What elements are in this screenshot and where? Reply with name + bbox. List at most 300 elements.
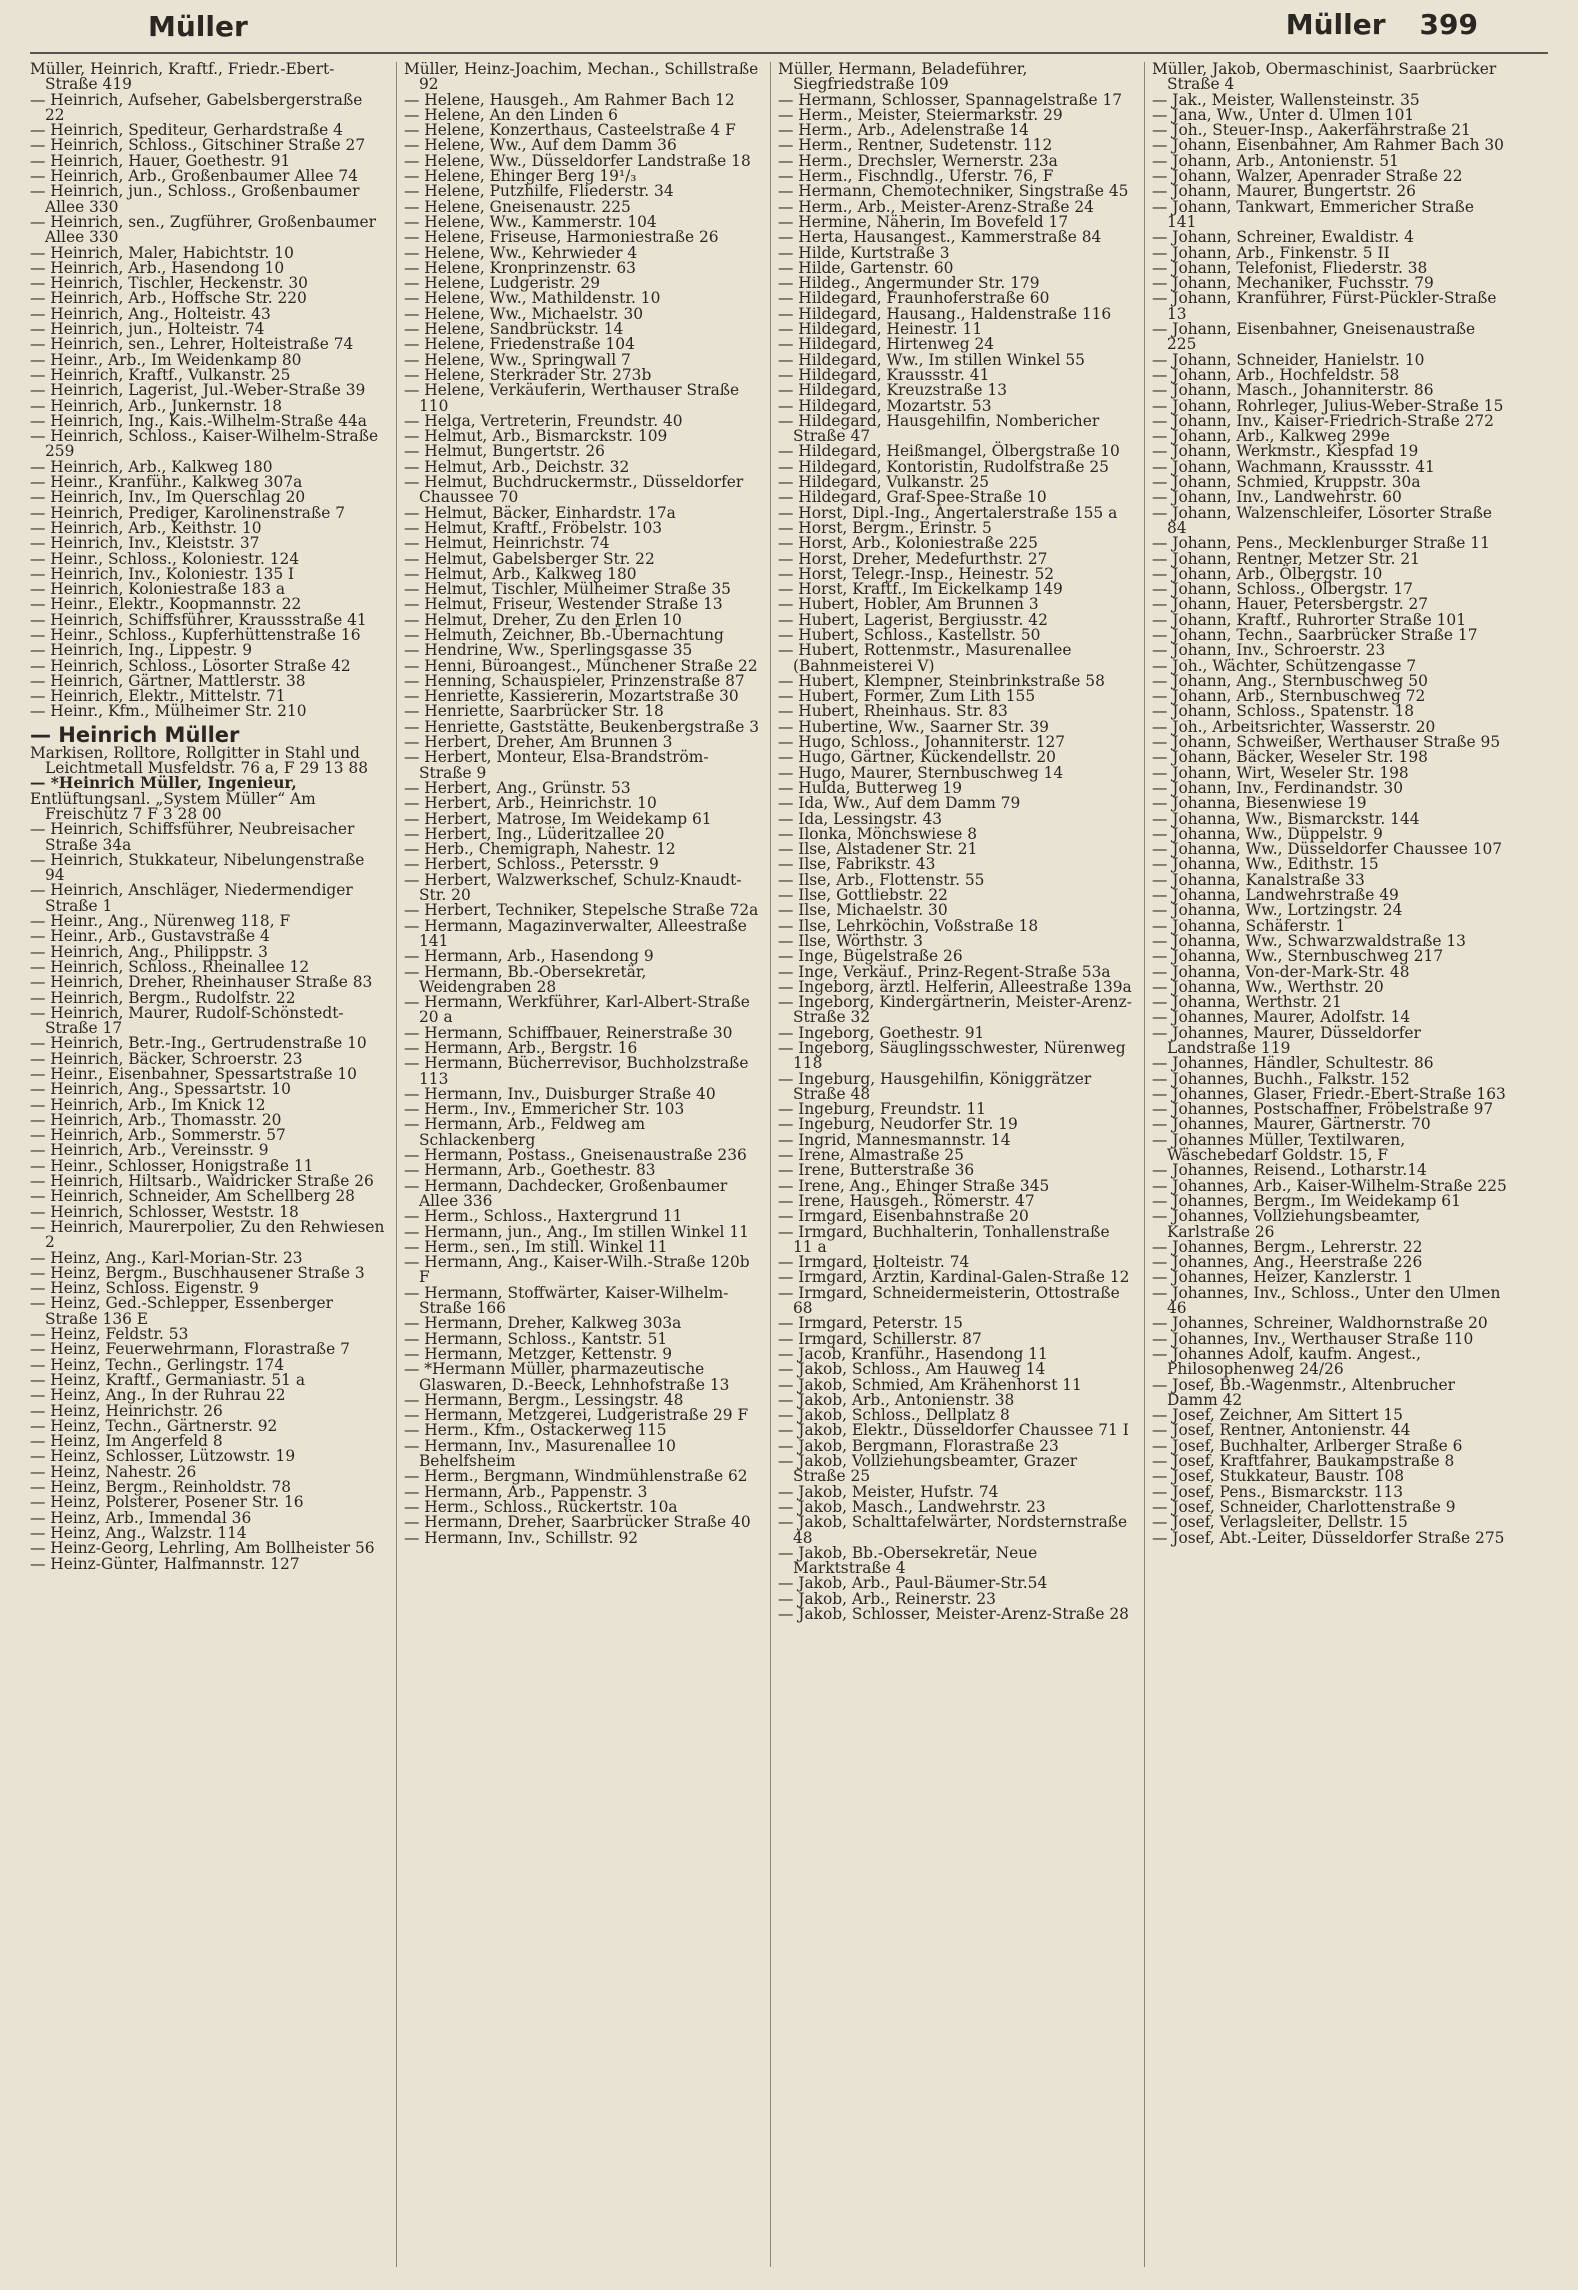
directory-entry: — Johanna, Ww., Schwarzwaldstraße 13 (1152, 931, 1466, 950)
directory-entry: — Johann, Rohrleger, Julius-Weber-Straße 15 (1152, 396, 1504, 415)
directory-entry: — Hulda, Butterweg 19 (778, 778, 963, 797)
directory-entry: — Helene, Friedenstraße 104 (404, 335, 635, 354)
directory-entry: — Herm., Arb., Adelenstraße 14 (778, 121, 1029, 140)
directory-entry: — Heinrich, Arb., Junkernstr. 18 (30, 396, 283, 415)
directory-entry: — Hermann, Schlosser, Spannagelstraße 17 (778, 90, 1123, 109)
directory-entry: — Jakob, Schmied, Am Krähenhorst 11 (778, 1375, 1082, 1394)
directory-entry: — Johanna, Ww., Lortzingstr. 24 (1152, 901, 1403, 920)
directory-entry: — Johanna, Ww., Edithstr. 15 (1152, 855, 1379, 874)
directory-entry: — Heinz, Im Angerfeld 8 (30, 1432, 223, 1451)
directory-entry: — Josef, Buchhalter, Arlberger Straße 6 (1152, 1436, 1463, 1455)
directory-entry: — Hermann, Arb., Feldweg am Schlackenberg (404, 1115, 646, 1149)
directory-entry: Müller, Heinz-Joachim, Mechan., Schillstraße 92 (404, 62, 759, 94)
directory-entry: — Johanna, Ww., Werthstr. 20 (1152, 977, 1384, 996)
directory-entry: Entlüftungsanl. „System Müller“ Am Freischütz 7 F 3 28 00 (30, 789, 316, 823)
directory-entry: — Johann, Techn., Saarbrücker Straße 17 (1152, 625, 1478, 644)
directory-entry: — Ingeburg, Freundstr. 11 (778, 1100, 986, 1119)
directory-entry: — Heinr., Schlosser, Honigstraße 11 (30, 1156, 314, 1175)
directory-entry: — Johann, Eisenbahner, Am Rahmer Bach 30 (1152, 136, 1504, 155)
directory-entry: — Horst, Arb., Koloniestraße 225 (778, 534, 1038, 553)
directory-entry: — Jakob, Schloss., Am Hauweg 14 (778, 1360, 1046, 1379)
directory-entry: — Josef, Rentner, Antonienstr. 44 (1152, 1421, 1411, 1440)
directory-entry: — Helga, Vertreterin, Freundstr. 40 (404, 411, 683, 430)
directory-entry: — Herm., sen., Im still. Winkel 11 (404, 1237, 668, 1256)
directory-entry: — Johannes, Händler, Schultestr. 86 (1152, 1054, 1434, 1073)
directory-entry: — Johanna, Ww., Bismarckstr. 144 (1152, 809, 1420, 828)
directory-entry: — Irmgard, Buchhalterin, Tonhallenstraße 11 a (778, 1222, 1110, 1256)
directory-entry: — Heinr., Kranführ., Kalkweg 307a (30, 473, 303, 492)
directory-entry: — Ilse, Gottliebstr. 22 (778, 886, 948, 905)
directory-entry: — Ingeborg, Kindergärtnerin, Meister-Arenz-Straße 32 (778, 993, 1132, 1027)
directory-entry: — Heinrich, Schloss., Rheinallee 12 (30, 957, 310, 976)
directory-entry: — Herm., Arb., Meister-Arenz-Straße 24 (778, 197, 1094, 216)
directory-entry: — Irene, Almastraße 25 (778, 1146, 964, 1165)
directory-entry: — Heinr., Kfm., Mülheimer Str. 210 (30, 702, 307, 721)
directory-entry: — Jakob, Arb., Paul-Bäumer-Str.54 (778, 1574, 1048, 1593)
directory-entry: — Jakob, Arb., Reinerstr. 23 (778, 1589, 996, 1608)
running-head-left: Müller (148, 10, 248, 43)
directory-entry: — Heinz, Polsterer, Posener Str. 16 (30, 1493, 304, 1512)
directory-entry: — Hildegard, Vulkanstr. 25 (778, 473, 990, 492)
directory-entry: — Herm., Rentner, Sudetenstr. 112 (778, 136, 1053, 155)
directory-entry: — Joh., Arbeitsrichter, Wasserstr. 20 (1152, 717, 1436, 736)
directory-entry: — Joh., Wächter, Schützengasse 7 (1152, 656, 1417, 675)
directory-entry: — Heinz, Ged.-Schlepper, Essenberger Straße 136 E (30, 1294, 333, 1328)
directory-entry: — Jakob, Schalttafelwärter, Nordsternstraße 48 (778, 1513, 1128, 1547)
directory-entry: Müller, Hermann, Beladeführer, Siegfriedstraße 109 (778, 62, 1028, 94)
directory-entry: — Ingeburg, Hausgehilfin, Königgrätzer Straße 48 (778, 1069, 1092, 1103)
directory-entry: — Herbert, Ing., Lüderitzallee 20 (404, 824, 665, 843)
directory-entry: — Hildeg., Angermunder Str. 179 (778, 274, 1040, 293)
directory-entry: — Heinrich, Ing., Kais.-Wilhelm-Straße 44a (30, 411, 367, 430)
directory-entry: — Johannes, Ang., Heerstraße 226 (1152, 1253, 1423, 1272)
directory-entry: — Josef, Schneider, Charlottenstraße 9 (1152, 1497, 1456, 1516)
directory-entry: — Heinrich Müller (30, 722, 240, 747)
directory-entry: — Hildegard, Mozartstr. 53 (778, 396, 992, 415)
directory-entry: — Irmgard, Ärztin, Kardinal-Galen-Straße 12 (778, 1268, 1130, 1287)
directory-entry: — Heinrich, Inv., Kleiststr. 37 (30, 534, 260, 553)
directory-entry: — Hildegard, Hausang., Haldenstraße 116 (778, 304, 1112, 323)
directory-entry: — Heinrich, Arb., Thomasstr. 20 (30, 1110, 282, 1129)
directory-entry: — Hubertine, Ww., Saarner Str. 39 (778, 717, 1049, 736)
directory-entry: — Helene, Sterkrader Str. 273b (404, 365, 652, 384)
directory-entry: — Helmut, Dreher, Zu den Erlen 10 (404, 610, 682, 629)
directory-entry: — Hermann, Bb.-Obersekretär, Weidengraben 28 (404, 962, 647, 996)
directory-entry: — Herbert, Walzwerkschef, Schulz-Knaudt-Str. 20 (404, 870, 742, 905)
directory-entry: — Helene, Verkäuferin, Werthauser Straße 110 (404, 381, 740, 415)
directory-entry: — Helmut, Gabelsberger Str. 22 (404, 549, 655, 568)
directory-entry: — Johann, Tankwart, Emmericher Straße 141 (1152, 197, 1474, 231)
directory-entry: — Josef, Pens., Bismarckstr. 113 (1152, 1482, 1404, 1501)
directory-entry: — Johanna, Biesenwiese 19 (1152, 794, 1367, 813)
directory-entry: — Hubert, Rheinhaus. Str. 83 (778, 702, 1008, 721)
directory-entry: — Hermann, Inv., Masurenallee 10 Behelfsheim (404, 1436, 676, 1471)
directory-entry: — Hermine, Näherin, Im Bovefeld 17 (778, 212, 1069, 231)
directory-entry: — Helene, Konzerthaus, Casteelstraße 4 F (404, 121, 736, 140)
directory-entry: — Heinrich, Stukkateur, Nibelungenstraße 94 (30, 850, 365, 885)
directory-entry: — Horst, Kraftf., Im Eickelkamp 149 (778, 580, 1063, 599)
directory-entry: — Jacob, Kranführ., Hasendong 11 (778, 1344, 1048, 1363)
directory-entry: — Hermann, Dachdecker, Großenbaumer Allee 336 (404, 1176, 728, 1210)
directory-entry: Müller, Heinrich, Kraftf., Friedr.-Ebert-Straße 419 (30, 62, 335, 94)
directory-entry: — Johannes, Inv., Werthauser Straße 110 (1152, 1329, 1474, 1348)
directory-entry: — Heinr., Schloss., Kupferhüttenstraße 16 (30, 625, 361, 644)
directory-entry: — Josef, Kraftfahrer, Baukampstraße 8 (1152, 1452, 1455, 1471)
header-rule (30, 52, 1548, 54)
directory-entry: — Jakob, Schlosser, Meister-Arenz-Straße 28 (778, 1604, 1129, 1623)
directory-entry: — Helene, Ww., Springwall 7 (404, 350, 631, 369)
directory-entry: — Johannes, Schreiner, Waldhornstraße 20 (1152, 1314, 1488, 1333)
directory-entry: — Johanna, Von-der-Mark-Str. 48 (1152, 962, 1410, 981)
directory-entry: — Hubert, Schloss., Kastellstr. 50 (778, 625, 1041, 644)
directory-entry: — Heinrich, Ing., Lippestr. 9 (30, 641, 253, 660)
column-1 (30, 62, 386, 2272)
directory-entry: — Irmgard, Holteistr. 74 (778, 1253, 970, 1272)
column-divider (770, 62, 771, 2267)
running-head-right (1286, 8, 1478, 41)
directory-entry: — Ingeborg, ärztl. Helferin, Alleestraße 139a (778, 977, 1132, 996)
directory-entry: — Heinrich, Ang., Holteistr. 43 (30, 304, 271, 323)
directory-entry: — Johannes, Vollziehungsbeamter, Karlstraße 26 (1152, 1207, 1421, 1241)
directory-entry: — Heinrich, Kraftf., Vulkanstr. 25 (30, 365, 291, 384)
directory-entry: — Hermann, jun., Ang., Im stillen Winkel 11 (404, 1222, 749, 1241)
directory-entry: — Hermann, Ang., Kaiser-Wilh.-Straße 120b F (404, 1253, 750, 1287)
directory-entry: — Irmgard, Eisenbahnstraße 20 (778, 1207, 1029, 1226)
directory-entry: — Hermann, Postass., Gneisenaustraße 236 (404, 1146, 747, 1165)
directory-entry: — Ingeborg, Säuglingsschwester, Nürenweg 118 (778, 1039, 1126, 1073)
directory-entry: — Heinrich, Arb., Kalkweg 180 (30, 457, 273, 476)
directory-entry: — Hermann, Metzger, Kettenstr. 9 (404, 1344, 673, 1363)
directory-entry: — Heinrich, sen., Lehrer, Holteistraße 74 (30, 335, 354, 354)
directory-entry: — Helene, Ww., Kehrwieder 4 (404, 243, 638, 262)
directory-entry: — Heinz, Bergm., Buschhausener Straße 3 (30, 1263, 365, 1282)
directory-entry: — Johannes, Heizer, Kanzlerstr. 1 (1152, 1268, 1413, 1287)
directory-entry: — Heinrich, Schiffsführer, Kraussstraße 41 (30, 610, 367, 629)
directory-entry: — Hubert, Hobler, Am Brunnen 3 (778, 595, 1039, 614)
directory-entry: — Heinz-Günter, Halfmannstr. 127 (30, 1554, 300, 1573)
directory-entry: — Heinz, Ang., Karl-Morian-Str. 23 (30, 1248, 303, 1267)
directory-entry: — Johann, Arb., Kalkweg 299e (1152, 427, 1390, 446)
directory-entry: — Heinrich, Arb., Hoffsche Str. 220 (30, 289, 307, 308)
directory-entry: — Hermann, Dreher, Saarbrücker Straße 40 (404, 1513, 751, 1532)
directory-entry: — Heinrich, Arb., Großenbaumer Allee 74 (30, 167, 359, 186)
directory-entry: — Johann, Inv., Schroerstr. 23 (1152, 641, 1386, 660)
directory-entry: — Helmut, Arb., Bismarckstr. 109 (404, 427, 668, 446)
directory-entry: — Heinrich, Maurer, Rudolf-Schönstedt-Straße 17 (30, 1003, 344, 1038)
directory-entry: — Hildegard, Kraussstr. 41 (778, 365, 990, 384)
directory-entry: — Heinrich, Inv., Koloniestr. 135 I (30, 564, 295, 583)
directory-entry: — Hermann, Inv., Duisburger Straße 40 (404, 1084, 716, 1103)
directory-entry: — Heinrich, Tischler, Heckenstr. 30 (30, 274, 308, 293)
directory-entry: — Johann, Schloss., Spatenstr. 18 (1152, 702, 1415, 721)
directory-entry: Markisen, Rolltore, Rollgitter in Stahl und Leichtmetall Musfeldstr. 76 a, F 29 13 88 (30, 743, 368, 778)
directory-entry: — Johanna, Werthstr. 21 (1152, 993, 1342, 1012)
directory-entry: — Helene, Ww., Michaelstr. 30 (404, 304, 644, 323)
directory-entry: — Helene, Ww., Mathildenstr. 10 (404, 289, 661, 308)
directory-entry: — Johannes, Inv., Schloss., Unter den Ulmen 46 (1152, 1283, 1501, 1318)
directory-entry: — Herm., Kfm., Ostackerweg 115 (404, 1421, 667, 1440)
directory-entry: — Helene, Gneisenaustr. 225 (404, 197, 631, 216)
directory-entry: — Henning, Schauspieler, Prinzenstraße 87 (404, 671, 745, 690)
directory-entry: — Heinr., Elektr., Koopmannstr. 22 (30, 595, 302, 614)
directory-entry: — *Heinrich Müller, Ingenieur, (30, 774, 297, 793)
directory-entry: — Heinr., Arb., Gustavstraße 4 (30, 927, 270, 946)
directory-entry: — Johannes, Glaser, Friedr.-Ebert-Straße 163 (1152, 1084, 1506, 1103)
directory-entry: — Johann, Walzer, Apenrader Straße 22 (1152, 167, 1463, 186)
directory-entry: — Heinrich, Ang., Philippstr. 3 (30, 942, 268, 961)
directory-entry: — Johann, Arb., Finkenstr. 5 II (1152, 243, 1390, 262)
directory-entry: — Hildegard, Kreuzstraße 13 (778, 381, 1007, 400)
directory-entry: — Helmut, Friseur, Westender Straße 13 (404, 595, 723, 614)
directory-entry: — Helene, Ww., Auf dem Damm 36 (404, 136, 677, 155)
directory-entry: — Johann, Schloss., Ölbergstr. 17 (1152, 580, 1413, 599)
directory-entry: — Herm., Fischndlg., Uferstr. 76, F (778, 167, 1054, 186)
directory-entry: — Johann, Werkmstr., Kiespfad 19 (1152, 442, 1419, 461)
directory-entry: — Heinrich, sen., Zugführer, Großenbaumer Allee 330 (30, 212, 376, 247)
directory-entry: — Hilde, Kurtstraße 3 (778, 243, 950, 262)
directory-entry: — Herm., Bergmann, Windmühlenstraße 62 (404, 1467, 748, 1486)
directory-entry: — Heinrich, Arb., Keithstr. 10 (30, 518, 262, 537)
directory-entry: — Herbert, Dreher, Am Brunnen 3 (404, 733, 673, 752)
directory-entry: — Johanna, Landwehrstraße 49 (1152, 886, 1399, 905)
directory-entry: — Heinrich, Aufseher, Gabelsbergerstraße 22 (30, 90, 363, 124)
directory-entry: — Helene, Ehinger Berg 19¹/₃ (404, 167, 637, 186)
directory-entry: — Jakob, Schloss., Dellplatz 8 (778, 1406, 1010, 1425)
directory-entry: — Heinrich, Schlosser, Weststr. 18 (30, 1202, 299, 1221)
directory-entry: — Jakob, Vollziehungsbeamter, Grazer Straße 25 (778, 1452, 1078, 1486)
directory-entry: — Hugo, Maurer, Sternbuschweg 14 (778, 763, 1064, 782)
directory-entry: — Herbert, Ang., Grünstr. 53 (404, 778, 631, 797)
directory-entry: — Hildegard, Hirtenweg 24 (778, 335, 995, 354)
directory-entry: — Johann, Ang., Sternbuschweg 50 (1152, 671, 1428, 690)
directory-entry: — Ilse, Arb., Flottenstr. 55 (778, 870, 985, 889)
directory-entry: — Helmuth, Zeichner, Bb.-Übernachtung (404, 625, 724, 644)
directory-entry: — Johanna, Ww., Sternbuschweg 217 (1152, 947, 1444, 966)
directory-entry: — Johann, Inv., Ferdinandstr. 30 (1152, 778, 1403, 797)
directory-entry: — Irmgard, Schneidermeisterin, Ottostraße 68 (778, 1283, 1120, 1318)
directory-entry: — Johann, Arb., Hochfeldstr. 58 (1152, 365, 1400, 384)
directory-entry: — Helene, Friseuse, Harmoniestraße 26 (404, 228, 719, 247)
directory-entry: — Heinrich, Schloss., Gitschiner Straße 27 (30, 136, 366, 155)
directory-entry: — Hermann, Metzgerei, Ludgeristraße 29 F (404, 1406, 749, 1425)
directory-entry: — Helmut, Heinrichstr. 74 (404, 534, 610, 553)
directory-entry: — Johann, Kranführer, Fürst-Pückler-Straße 13 (1152, 289, 1497, 323)
directory-entry: — Helmut, Bungertstr. 26 (404, 442, 605, 461)
directory-entry: — Johann, Bäcker, Weseler Str. 198 (1152, 748, 1428, 767)
directory-entry: — Horst, Bergm., Erinstr. 5 (778, 518, 992, 537)
directory-entry: — Ingeborg, Goethestr. 91 (778, 1023, 985, 1042)
directory-entry: — Horst, Dipl.-Ing., Angertalerstraße 155 a (778, 503, 1118, 522)
directory-entry: — Heinrich, Schloss., Kaiser-Wilhelm-Straße 259 (30, 427, 379, 461)
directory-entry: — Josef, Zeichner, Am Sittert 15 (1152, 1406, 1403, 1425)
directory-entry: — Herm., Meister, Steiermarkstr. 29 (778, 105, 1063, 124)
directory-entry: — Johann, Hauer, Petersbergstr. 27 (1152, 595, 1429, 614)
column-divider (396, 62, 397, 2267)
directory-entry: — Hildegard, Ww., Im stillen Winkel 55 (778, 350, 1085, 369)
directory-entry: — Herbert, Schloss., Petersstr. 9 (404, 855, 659, 874)
directory-entry: — Jakob, Meister, Hufstr. 74 (778, 1482, 999, 1501)
column-3 (778, 62, 1134, 2272)
directory-entry: — Hermann, Arb., Pappenstr. 3 (404, 1482, 648, 1501)
directory-entry: — Horst, Telegr.-Insp., Heinestr. 52 (778, 564, 1055, 583)
directory-entry: — Heinz, Nahestr. 26 (30, 1462, 197, 1481)
directory-entry: — Herbert, Techniker, Stepelsche Straße 72a (404, 901, 759, 920)
directory-entry: — Heinrich, Anschläger, Niedermendiger Straße 1 (30, 881, 353, 915)
directory-entry: — Irmgard, Peterstr. 15 (778, 1314, 963, 1333)
directory-entry: — Ida, Lessingstr. 43 (778, 809, 943, 828)
directory-entry: — Hermann, Arb., Bergstr. 16 (404, 1039, 638, 1057)
directory-entry: — Hildegard, Kontoristin, Rudolfstraße 25 (778, 457, 1109, 476)
directory-entry: — Hubert, Former, Zum Lith 155 (778, 687, 1036, 706)
directory-entry: — Hubert, Rottenmstr., Masurenallee (Bahnmeisterei V) (778, 641, 1072, 675)
directory-entry: — Heinrich, Dreher, Rheinhauser Straße 83 (30, 973, 373, 992)
directory-entry: — Helene, Kronprinzenstr. 63 (404, 258, 636, 277)
directory-entry: — Johannes Müller, Textilwaren, Wäschebedarf Goldstr. 15, F (1152, 1130, 1406, 1165)
directory-entry: — Heinrich, Gärtner, Mattlerstr. 38 (30, 671, 306, 690)
directory-entry: — Jakob, Bb.-Obersekretär, Neue Marktstraße 4 (778, 1543, 1038, 1578)
directory-entry: — Johann, Walzenschleifer, Lösorter Straße 84 (1152, 503, 1492, 537)
directory-entry: — Heinrich, Arb., Im Knick 12 (30, 1095, 266, 1114)
directory-entry: — Herm., Schloss., Rückertstr. 10a (404, 1497, 678, 1516)
directory-entry: — Ilse, Lehrköchin, Voßstraße 18 (778, 916, 1039, 935)
directory-entry: — Johann, Schweißer, Werthauser Straße 95 (1152, 733, 1501, 752)
directory-entry: — Helene, Ludgeristr. 29 (404, 274, 600, 293)
page-header (0, 0, 1578, 62)
directory-entry: — Heinrich, Koloniestraße 183 a (30, 580, 286, 599)
directory-entry: — Ingeburg, Neudorfer Str. 19 (778, 1115, 1018, 1134)
directory-entry: — Hildegard, Fraunhoferstraße 60 (778, 289, 1050, 308)
directory-entry: — Johannes, Postschaffner, Fröbelstraße 97 (1152, 1100, 1494, 1119)
directory-entry: — Heinz-Georg, Lehrling, Am Bollheister 56 (30, 1539, 375, 1558)
column-2 (404, 62, 760, 2272)
directory-entry: — Helene, Ww., Düsseldorfer Landstraße 18 (404, 151, 751, 170)
directory-entry: — Heinrich, Schiffsführer, Neubreisacher Straße 34a (30, 820, 355, 854)
directory-entry: — Johann, Rentner, Metzer Str. 21 (1152, 549, 1420, 568)
directory-entry: — Irene, Hausgeh., Römerstr. 47 (778, 1191, 1035, 1210)
directory-entry: — Henni, Büroangest., Münchener Straße 22 (404, 656, 758, 675)
directory-entry: — Helmut, Kraftf., Fröbelstr. 103 (404, 518, 663, 537)
directory-entry: Müller, Jakob, Obermaschinist, Saarbrücker Straße 4 (1152, 62, 1497, 94)
directory-entry: — Henriette, Gaststätte, Beukenbergstraße 3 (404, 717, 759, 736)
directory-entry: — Jana, Ww., Unter d. Ulmen 101 (1152, 105, 1415, 124)
directory-entry: — Herbert, Arb., Heinrichstr. 10 (404, 794, 657, 813)
directory-entry: — Irene, Ang., Ehinger Straße 345 (778, 1176, 1050, 1195)
directory-entry: — Ida, Ww., Auf dem Damm 79 (778, 794, 1021, 813)
directory-entry: — Herbert, Monteur, Elsa-Brandström-Straße 9 (404, 748, 709, 782)
directory-entry: — Hilde, Gartenstr. 60 (778, 258, 954, 277)
directory-entry: — Ilse, Wörthstr. 3 (778, 931, 923, 950)
directory-entry: — Heinr., Arb., Im Weidenkamp 80 (30, 350, 302, 369)
directory-entry: — Johann, Eisenbahner, Gneisenaustraße 225 (1152, 320, 1476, 354)
directory-entry: — Herm., Inv., Emmericher Str. 103 (404, 1100, 685, 1119)
directory-entry: — Heinrich, Hauer, Goethestr. 91 (30, 151, 291, 170)
directory-entry: — Heinrich, Maler, Habichtstr. 10 (30, 243, 294, 262)
directory-entry: — *Hermann Müller, pharmazeutische Glaswaren, D.-Beeck, Lehnhofstraße 13 (404, 1360, 730, 1394)
directory-entry: — Johanna, Ww., Düppelstr. 9 (1152, 824, 1383, 843)
directory-entry: — Johann, Kraftf., Ruhrorter Straße 101 (1152, 610, 1467, 629)
running-head-name: Müller (1285, 8, 1386, 41)
directory-entry: — Hermann, Bücherrevisor, Buchholzstraße 113 (404, 1054, 749, 1088)
directory-entry: — Hermann, Arb., Hasendong 9 (404, 947, 654, 966)
directory-entry: — Ilse, Fabrikstr. 43 (778, 855, 936, 874)
directory-entry: — Johannes Adolf, kaufm. Angest., Philosophenweg 24/26 (1152, 1344, 1421, 1379)
directory-entry: — Heinrich, Elektr., Mittelstr. 71 (30, 687, 286, 706)
directory-entry: — Heinz, Ang., In der Ruhrau 22 (30, 1386, 286, 1405)
directory-entry: — Johann, Arb., Antonienstr. 51 (1152, 151, 1399, 170)
directory-entry: — Johanna, Schäferstr. 1 (1152, 916, 1346, 935)
directory-entry: — Ilonka, Mönchswiese 8 (778, 824, 978, 843)
directory-entry: — Johann, Wachmann, Kraussstr. 41 (1152, 457, 1435, 476)
directory-entry: — Inge, Bügelstraße 26 (778, 947, 963, 966)
directory-entry: — Heinr., Ang., Nürenweg 118, F (30, 912, 291, 931)
directory-entry: — Heinrich, Bäcker, Schroerstr. 23 (30, 1049, 303, 1068)
directory-entry: — Hermann, Werkführer, Karl-Albert-Straße 20 a (404, 993, 750, 1027)
directory-entry: — Helene, Ww., Kammerstr. 104 (404, 212, 657, 231)
directory-entry: — Hugo, Gärtner, Kückendellstr. 20 (778, 748, 1056, 767)
directory-entry: — Heinrich, jun., Holteistr. 74 (30, 320, 265, 339)
directory-entry: — Johannes, Reisend., Lotharstr.14 (1152, 1161, 1427, 1180)
directory-entry: — Johann, Mechaniker, Fuchsstr. 79 (1152, 274, 1434, 293)
directory-entry: — Jakob, Elektr., Düsseldorfer Chaussee 71 I (778, 1421, 1129, 1440)
directory-entry: — Johann, Arb., Ölbergstr. 10 (1152, 564, 1383, 583)
directory-entry: — Ilse, Alstadener Str. 21 (778, 840, 978, 859)
directory-entry: — Hermann, Schiffbauer, Reinerstraße 30 (404, 1023, 733, 1042)
columns (30, 62, 1507, 2272)
directory-entry: — Helene, Sandbrückstr. 14 (404, 320, 624, 339)
directory-entry: — Herm., Drechsler, Wernerstr. 23a (778, 151, 1058, 170)
directory-entry: — Johann, Masch., Johanniterstr. 86 (1152, 381, 1434, 400)
directory-entry: — Hugo, Schloss., Johanniterstr. 127 (778, 733, 1066, 752)
directory-entry: — Heinrich, Prediger, Karolinenstraße 7 (30, 503, 346, 522)
directory-entry: — Heinz, Arb., Immendal 36 (30, 1508, 252, 1527)
directory-entry: — Johannes, Maurer, Gärtnerstr. 70 (1152, 1115, 1431, 1134)
directory-entry: — Hubert, Lagerist, Bergiusstr. 42 (778, 610, 1048, 629)
directory-entry: — Heinrich, Betr.-Ing., Gertrudenstraße 10 (30, 1034, 367, 1053)
directory-entry: — Helene, An den Linden 6 (404, 105, 618, 124)
directory-entry: — Heinrich, Schloss., Lösorter Straße 42 (30, 656, 351, 675)
directory-entry: — Hermann, Schloss., Kantstr. 51 (404, 1329, 668, 1348)
directory-entry: — Heinrich, jun., Schloss., Großenbaumer Allee 330 (30, 182, 360, 216)
directory-entry: — Helmut, Arb., Deichstr. 32 (404, 457, 630, 476)
directory-entry: — Henriette, Kassiererin, Mozartstraße 30 (404, 687, 739, 706)
directory-entry: — Hermann, Stoffwärter, Kaiser-Wilhelm-Straße 166 (404, 1283, 729, 1318)
directory-entry: — Heinrich, Bergm., Rudolfstr. 22 (30, 988, 296, 1007)
directory-entry: — Johann, Inv., Landwehrstr. 60 (1152, 488, 1402, 507)
directory-entry: — Hendrine, Ww., Sperlingsgasse 35 (404, 641, 693, 660)
directory-entry: — Heinrich, Schneider, Am Schellberg 28 (30, 1187, 355, 1206)
directory-entry: — Johann, Telefonist, Fliederstr. 38 (1152, 258, 1428, 277)
directory-entry: — Jakob, Masch., Landwehrstr. 23 (778, 1497, 1046, 1516)
directory-entry: — Josef, Bb.-Wagenmstr., Altenbrucher Damm 42 (1152, 1375, 1455, 1409)
directory-entry: — Irene, Butterstraße 36 (778, 1161, 975, 1180)
directory-entry: — Hermann, Chemotechniker, Singstraße 45 (778, 182, 1129, 201)
directory-entry: — Heinz, Heinrichstr. 26 (30, 1401, 223, 1420)
page-number: 399 (1419, 8, 1478, 41)
directory-entry: — Inge, Verkäuf., Prinz-Regent-Straße 53a (778, 962, 1111, 981)
directory-entry: — Hubert, Klempner, Steinbrinkstraße 58 (778, 671, 1105, 690)
directory-entry: — Heinr., Schloss., Koloniestr. 124 (30, 549, 300, 568)
directory-entry: — Heinrich, Arb., Hasendong 10 (30, 258, 285, 277)
directory-entry: — Ingrid, Mannesmannstr. 14 (778, 1130, 1011, 1149)
directory-entry: — Hildegard, Heißmangel, Ölbergstraße 10 (778, 442, 1120, 461)
directory-entry: — Heinrich, Spediteur, Gerhardstraße 4 (30, 121, 343, 140)
directory-entry: — Johann, Schneider, Hanielstr. 10 (1152, 350, 1425, 369)
directory-entry: — Irmgard, Schillerstr. 87 (778, 1329, 982, 1348)
directory-entry: — Heinz, Techn., Gerlingstr. 174 (30, 1355, 285, 1374)
directory-entry: — Johannes, Arb., Kaiser-Wilhelm-Straße 225 (1152, 1176, 1507, 1195)
directory-entry: — Helmut, Bäcker, Einhardstr. 17a (404, 503, 676, 522)
directory-entry: — Heinrich, Hiltsarb., Waidricker Straße 26 (30, 1172, 374, 1191)
